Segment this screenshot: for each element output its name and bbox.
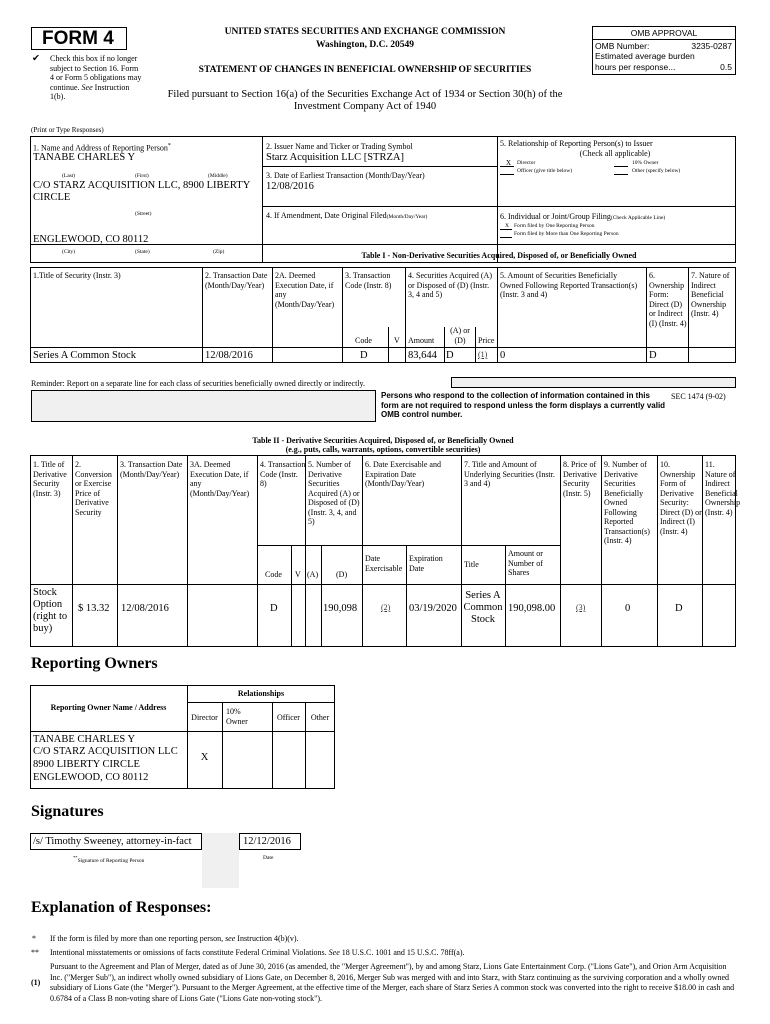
t2-exp-header: Expiration Date (409, 554, 443, 573)
signature-label: **Signature of Reporting Person (73, 855, 145, 864)
t2-row-title: Stock Option (right to buy) (33, 587, 68, 634)
t1-row-owned: 0 (500, 350, 506, 361)
city-state-zip: ENGLEWOOD, CO 80112 (33, 234, 149, 245)
agency-line1: UNITED STATES SECURITIES AND EXCHANGE COMMISSION (224, 27, 506, 37)
t2-v-header: V (295, 570, 301, 579)
t1-code-header: Code (355, 336, 372, 345)
t1-price-header: Price (478, 336, 495, 345)
owners-officer-col: Officer (277, 713, 300, 722)
street-address: C/O STARZ ACQUISITION LLC, 8900 LIBERTY CIRCLE (33, 180, 250, 203)
t1-col6-header: 6. Ownership Form: Direct (D) or Indirect (I) (Instr. 4) (649, 271, 687, 328)
t1-row-title: Series A Common Stock (33, 350, 136, 361)
checkbox-text: Check this box if no longer subject to Section 16. Form 4 or Form 5 obligations may continue. See Instruction 1(b). (50, 54, 142, 101)
t1-col1-header: 1.Title of Security (Instr. 3) (33, 271, 121, 280)
t2-col5-header: 5. Number of Derivative Securities Acquired (A) or Disposed of (D) (Instr. 3, 4, and 5) (308, 460, 360, 526)
t2-col2-header: 2. Conversion or Exercise Price of Derivative Security (75, 460, 112, 517)
omb-number-label: OMB Number: (595, 41, 650, 51)
last-label: (Last) (62, 173, 76, 179)
street-label: (Street) (135, 211, 152, 217)
signer-box (30, 833, 202, 850)
earliest-transaction-date: 12/08/2016 (266, 181, 314, 192)
t2-code-header: Code (265, 570, 282, 579)
signer-name: /s/ Timothy Sweeney, attorney-in-fact (33, 836, 192, 847)
t1-row-price-footnote[interactable]: (1) (478, 350, 488, 359)
t2-col1-header: 1. Title of Derivative Security (Instr. 3) (33, 460, 67, 498)
box5-label: 5. Relationship of Reporting Person(s) to Issuer (500, 139, 653, 148)
ten-pct-owner-label: 10% Owner (632, 160, 659, 166)
t2-col8-header: 8. Price of Derivative Security (Instr. 5) (563, 460, 597, 498)
owner-line2: C/O STARZ ACQUISITION LLC (33, 746, 178, 757)
t1-col4-header: 4. Securities Acquired (A) or Disposed of (D) (Instr. 3, 4 and 5) (408, 271, 492, 299)
t2-row-owned: 0 (625, 603, 631, 614)
t2-date-ex-header: Date Exercisable (365, 554, 403, 573)
owners-col-name: Reporting Owner Name / Address (50, 703, 167, 712)
t2-u-amount-header: Amount or Number of Shares (508, 549, 543, 577)
one-person-label: Form filed by One Reporting Person (514, 223, 595, 229)
owner-line3: 8900 LIBERTY CIRCLE (33, 759, 140, 770)
note2-mark: ** (31, 948, 39, 957)
sec-code: SEC 1474 (9-02) (671, 392, 726, 401)
middle-label: (Middle) (208, 173, 228, 179)
t2-col3a-header: 3A. Deemed Execution Date, if any (Month/Day/Year) (190, 460, 250, 498)
fn1-text: Pursuant to the Agreement and Plan of Merger, dated as of June 30, 2016 (as amended, the "Merger Agreement"), by and among Starz, Lions Gate Entertainment Corp. ("Lions Gate"), and Orion Arm Acquisition Inc. ("Merger Sub"), an indirect wholly owned subsidiary of Lions Gate, on December 8, 2016, Merger Sub was merged with and into Starz, with Starz continuing as the surviving corporation and a wholly owned subsidiary of Lions Gate (the "Merger"). Pursuant to the Merger Agreement, at the effective time of the Merger, each share of Starz Series A common stock was converted into the right to receive $18.00 in cash and 0.6784 of a Class B non-voting share of Lions Gate ("Lions Gate non-voting stock"). (50, 962, 735, 1003)
t1-amount-header: Amount (408, 336, 435, 345)
box4-label: 4. If Amendment, Date Original Filed(Month/Day/Year) (266, 211, 428, 220)
statement-title: STATEMENT OF CHANGES IN BENEFICIAL OWNERSHIP OF SECURITIES (198, 65, 532, 75)
t2-col11-header: 11. Nature of Indirect Beneficial Ownership (Instr. 4) (705, 460, 741, 517)
first-label: (First) (135, 173, 149, 179)
note2-text: Intentional misstatements or omissions of facts constitute Federal Criminal Violations. See 18 U.S.C. 1001 and 15 U.S.C. 78ff(a). (50, 948, 465, 957)
t1-col2a-header: 2A. Deemed Execution Date, if any (Month/Day/Year) (275, 271, 335, 309)
signature-gap (202, 833, 239, 888)
officer-label: Officer (give title below) (517, 168, 573, 174)
t2-a-header: (A) (307, 570, 319, 579)
owner-director-mark: X (200, 752, 209, 763)
signature-date-box (239, 833, 301, 850)
signatures-heading: Signatures (31, 803, 104, 820)
explanation-heading: Explanation of Responses: (31, 899, 212, 916)
signature-date: 12/12/2016 (243, 836, 291, 847)
t2-row-u-amount: 190,098.00 (508, 603, 556, 614)
form-title: FORM 4 (42, 28, 114, 49)
box3-label: 3. Date of Earliest Transaction (Month/Day/Year) (266, 171, 425, 180)
t2-row-code: D (270, 603, 278, 614)
form-title-box (31, 27, 127, 50)
more-persons-label: Form filed by More than One Reporting Person (514, 231, 619, 237)
t2-col10-header: 10. Ownership Form of Derivative Security: Direct (D) or Indirect (I) (Instr. 4) (660, 460, 702, 536)
t1-row-form: D (649, 350, 657, 361)
t1-col7-header: 7. Nature of Indirect Beneficial Ownership (Instr. 4) (691, 271, 730, 318)
owner-line1: TANABE CHARLES Y (33, 734, 136, 745)
omb-title: OMB APPROVAL (630, 28, 698, 38)
t2-row-price: $ 13.32 (78, 603, 110, 614)
t2-col6-header: 6. Date Exercisable and Expiration Date (Month/Day/Year) (365, 460, 441, 488)
agency-line2: Washington, D.C. 20549 (316, 40, 414, 50)
omb-hours-label: hours per response... (595, 62, 676, 72)
t1-col3-header: 3. Transaction Code (Instr. 8) (345, 271, 392, 290)
t2-row-price8-footnote[interactable]: (3) (576, 603, 586, 612)
t2-row-date-ex-footnote[interactable]: (2) (381, 603, 391, 612)
t2-col9-header: 9. Number of Derivative Securities Beneficially Owned Following Reported Transaction(s) (Instr. 4) (604, 460, 650, 545)
owners-relationships: Relationships (237, 689, 285, 698)
reminder-text: Reminder: Report on a separate line for each class of securities beneficially owned directly or indirectly. (31, 379, 366, 388)
issuer-name: Starz Acquisition LLC [STRZA] (266, 152, 404, 163)
city-label: (City) (62, 249, 76, 255)
owners-director-col: Director (191, 713, 218, 722)
t2-d-header: (D) (336, 570, 348, 579)
t2-col4-header: 4. Transaction Code (Instr. 8) (260, 460, 306, 488)
box5-sub: (Check all applicable) (579, 149, 651, 158)
other-label: Other (specify below) (632, 168, 681, 174)
t2-u-title-header: Title (464, 560, 479, 569)
reminder-box-right (451, 377, 736, 388)
t1-row-date: 12/08/2016 (205, 350, 253, 361)
t2-row-u-title: Series A Common Stock (463, 590, 503, 625)
omb-burden-label: Estimated average burden (595, 51, 695, 61)
t2-row-date: 12/08/2016 (121, 603, 169, 614)
director-check-mark[interactable]: X (506, 159, 512, 167)
zip-label: (Zip) (213, 249, 225, 255)
checkbox-mark[interactable]: ✔ (32, 54, 40, 64)
t1-v-header: V (394, 336, 400, 345)
filed-pursuant: Filed pursuant to Section 16(a) of the Securities Exchange Act of 1934 or Section 30(h) of the Investment Company Act of 1940 (167, 89, 563, 112)
date-label: Date (263, 855, 274, 861)
omb-box (592, 26, 736, 75)
owners-ten-pct-col: 10% Owner (226, 707, 248, 726)
t1-col2-header: 2. Transaction Date (Month/Day/Year) (205, 271, 268, 290)
note1-text: If the form is filed by more than one reporting person, see Instruction 4(b)(v). (50, 934, 299, 943)
t2-row-exp: 03/19/2020 (409, 603, 457, 614)
t1-row-aord: D (446, 350, 454, 361)
director-label: Director (517, 160, 536, 166)
table2-title-line2: (e.g., puts, calls, warrants, options, convertible securities) (285, 445, 481, 454)
print-type: (Print or Type Responses) (31, 126, 104, 134)
t2-row-d: 190,098 (323, 603, 358, 614)
t1-col5-header: 5. Amount of Securities Beneficially Owned Following Reported Transaction(s) (Instr. 3 and 4) (500, 271, 638, 299)
t1-row-amount: 83,644 (408, 350, 437, 361)
reporting-person-name: TANABE CHARLES Y (33, 152, 136, 163)
t2-row-form: D (675, 603, 683, 614)
t2-col7-header: 7. Title and Amount of Underlying Securities (Instr. 3 and 4) (464, 460, 555, 488)
note1-mark: * (32, 934, 36, 943)
reporting-owners-heading: Reporting Owners (31, 655, 158, 672)
owner-line4: ENGLEWOOD, CO 80112 (33, 772, 149, 783)
persons-notice: Persons who respond to the collection of information contained in this form are not required to respond unless the form displays a currently valid OMB control number. (381, 391, 666, 419)
t1-row-code: D (360, 350, 368, 361)
table1-title: Table I - Non-Derivative Securities Acquired, Disposed of, or Beneficially Owned (361, 251, 637, 260)
fn1-mark: (1) (31, 978, 41, 987)
t2-col3-header: 3. Transaction Date (Month/Day/Year) (120, 460, 183, 479)
box6-label: 6. Individual or Joint/Group Filing(Check Applicable Line) (500, 212, 666, 221)
state-label: (State) (135, 249, 150, 255)
t1-aord-header: (A) or (D) (450, 326, 470, 345)
omb-hours-value: 0.5 (720, 62, 732, 72)
owners-other-col: Other (310, 713, 330, 722)
box2-label: 2. Issuer Name and Ticker or Trading Symbol (266, 142, 413, 151)
table2-title-line1: Table II - Derivative Securities Acquired, Disposed of, or Beneficially Owned (252, 436, 514, 445)
notice-box-left (31, 390, 376, 422)
one-person-mark[interactable]: X (505, 223, 509, 229)
box1-label: 1. Name and Address of Reporting Person* (33, 143, 171, 153)
omb-number-value: 3235-0287 (691, 41, 732, 51)
